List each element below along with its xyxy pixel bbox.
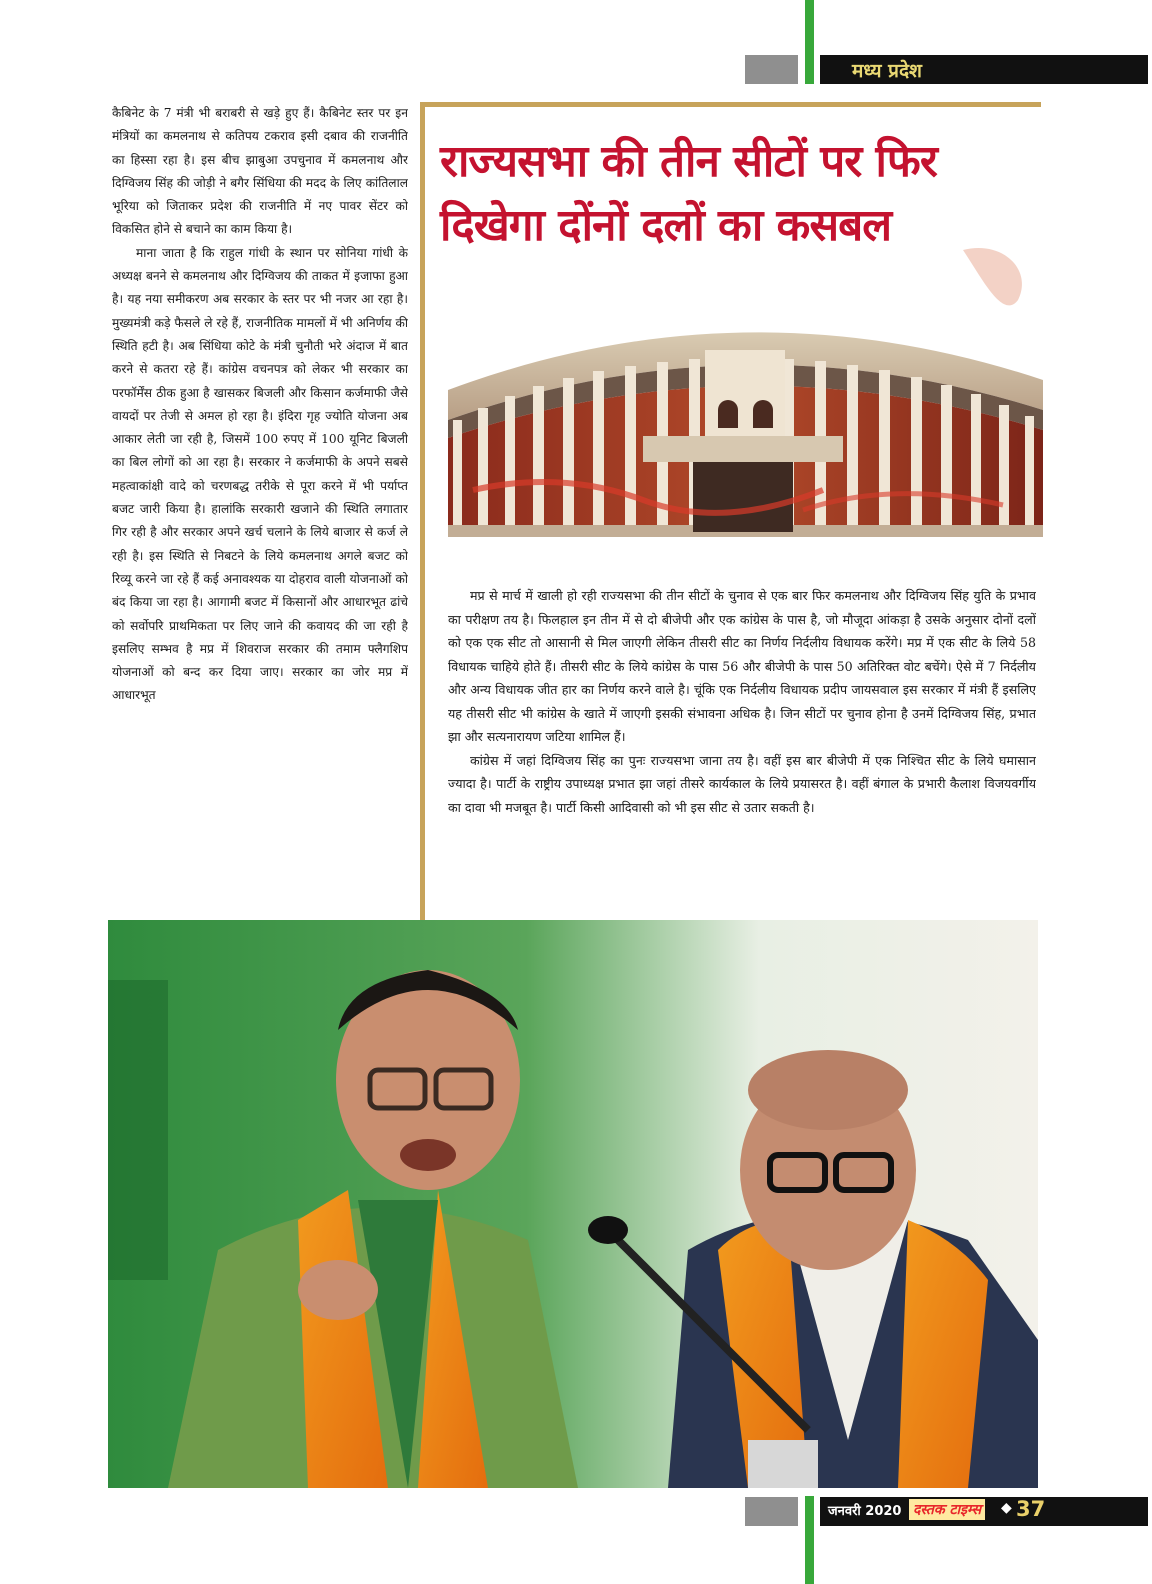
footer-green-rule (805, 1496, 814, 1584)
footer-brand-logo: दस्तक टाइम्स (909, 1499, 985, 1520)
headline-line-2: दिखेगा दोंनों दलों का कसबल (440, 200, 892, 251)
left-column-text (112, 102, 408, 914)
left-paragraph-2: माना जाता है कि राहुल गांधी के स्थान पर सोनिया गांधी के अध्यक्ष बनने से कमलनाथ और दिग्विजय की ताकत में इजाफा हुआ है। यह नया समीकरण अब सरकार के स्तर पर भी नजर आ रहा है। मुख्यमंत्री कड़े फैसले ले रहे हैं, राजनीतिक मामलों में भी अनिर्णय की स्थिति हटी है। अब सिंधिया कोटे के मंत्री चुनौती भरे अंदाज में बात करने से कतरा रहे हैं। कांग्रेस वचनपत्र को लेकर भी सरकार का परफॉर्मेंस ठीक हुआ है खासकर बिजली और किसान कर्जमाफी जैसे वायदों पर तेजी से अमल हो रहा है। इंदिरा गृह ज्योति योजना अब आकार लेती जा रही है, जिसमें 100 रुपए में 100 यूनिट बिजली का बिल लोगों को आ रहा है। सरकार ने कर्जमाफी के अपने सबसे महत्वाकांक्षी वादे को चरणबद्ध तरीके से पूरा करने में भी पर्याप्त बजट जारी किया है। हालांकि सरकारी खजाने की स्थिति लगातार गिर रही है और सरकार अपने खर्च चलाने के लिये बाजार से कर्ज ले रही है। इस स्थिति से निबटने के लिये कमलनाथ अगले बजट को रिव्यू करने जा रहे हैं कई अनावश्यक या दोहराव वाली योजनाओं को बंद किया जा रहा है। आगामी बजट में किसानों और आधारभूत ढांचे को सर्वोपरि प्राथमिकता पर लिए जाने की कवायद की जा रही है इसलिए सम्भव है मप्र में शिवराज सरकार की तमाम फ्लैगशिप योजनाओं को बन्द कर दिया जाए। सरकार का जोर मप्र में आधारभूत (112, 245, 408, 703)
article-paragraph-2: कांग्रेस में जहां दिग्विजय सिंह का पुनः राज्यसभा जाना तय है। वहीं इस बार बीजेपी में एक निश्चित सीट के लिये घमासान ज्यादा है। पार्टी के राष्ट्रीय उपाध्यक्ष प्रभात झा जहां तीसरे कार्यकाल के लिये प्रयासरत है। वहीं बंगाल के प्रभारी कैलाश विजयवर्गीय का दावा भी मजबूत है। पार्टी किसी आदिवासी को भी इस सीट से उतार सकती है। (448, 752, 1036, 815)
background-banner (108, 980, 168, 1280)
parliament-entrance (693, 462, 793, 532)
footer-bullet: ◆ (1001, 1500, 1012, 1516)
footer-date: जनवरी 2020 (828, 1504, 902, 1519)
section-label: मध्य प्रदेश (852, 60, 922, 82)
press-conference-photo (108, 920, 1038, 1488)
headline-line-1: राज्यसभा की तीन सीटों पर फिर (440, 136, 937, 187)
left-paragraph-1: कैबिनेट के 7 मंत्री भी बराबरी से खड़े हुए हैं। कैबिनेट स्तर पर इन मंत्रियों का कमलनाथ से कतिपय टकराव इसी दबाव की राजनीति का हिस्सा रहा है। इस बीच झाबुआ उपचुनाव में कमलनाथ और दिग्विजय सिंह की जोड़ी ने बगैर सिंधिया की मदद के लिए कांतिलाल भूरिया को जिताकर प्रदेश की राजनीति में नए पावर सेंटर को विकसित होने से बचाने का काम किया है। (112, 106, 408, 237)
header-green-rule (805, 0, 814, 84)
page-number: 37 (1016, 1497, 1046, 1521)
headline-top-rule (423, 102, 1041, 107)
parliament-balcony (643, 436, 843, 462)
paint-splash (963, 248, 1022, 305)
article-body (448, 584, 1036, 914)
article-paragraph-1: मप्र से मार्च में खाली हो रही राज्यसभा की तीन सीटों के चुनाव से एक बार फिर कमलनाथ और दिग्विजय सिंह युति के प्रभाव का परीक्षण तय है। फिलहाल इन तीन में से दो बीजेपी और एक कांग्रेस के पास है, जो मौजूदा आंकड़ा है उसके अनुसार दोनों दलों को एक एक सीट तो आसानी से मिल जाएगी लेकिन तीसरी सीट का निर्णय निर्दलीय विधायक करेंगे। मप्र में एक सीट के लिये 58 विधायक चाहिये होते हैं। तीसरी सीट के लिये कांग्रेस के पास 56 और बीजेपी के पास 50 अतिरिक्त वोट बचेंगे। ऐसे में 7 निर्दलीय और अन्य विधायक जीत हार का निर्णय करने वाले है। चूंकि एक निर्दलीय विधायक प्रदीप जायसवाल इस सरकार में मंत्री हैं इसलिए यह तीसरी सीट भी कांग्रेस के खाते में जाएगी इसकी संभावना अधिक है। जिन सीटों पर चुनाव होना है उनमें दिग्विजय सिंह, प्रभात झा और सत्यनारायण जटिया शामिल हैं। (448, 588, 1036, 744)
parliament-illustration (443, 240, 1043, 580)
header-gray-block (745, 55, 798, 84)
column-divider (420, 102, 425, 920)
headline (440, 130, 1000, 258)
footer-gray-block (745, 1497, 798, 1526)
